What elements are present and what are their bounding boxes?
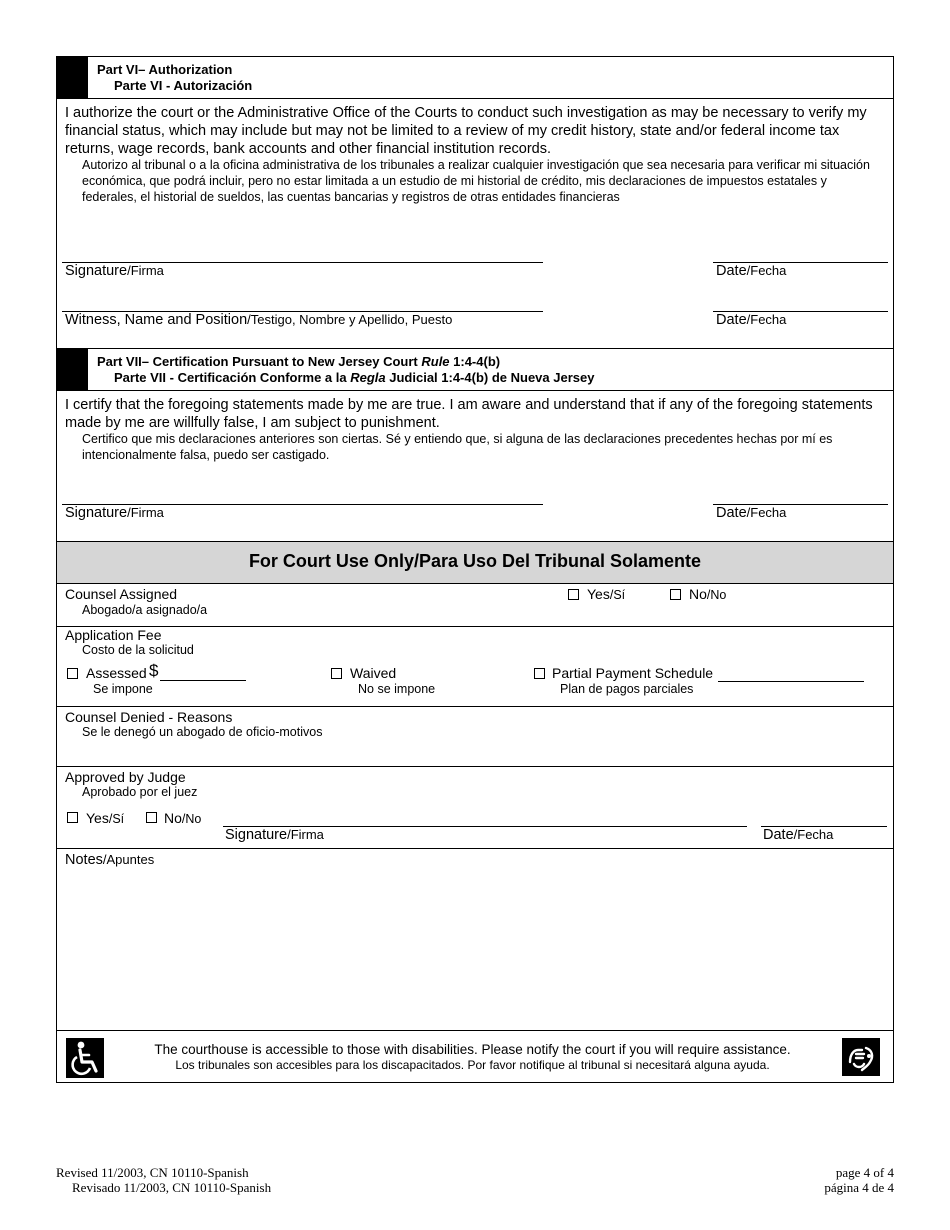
divider xyxy=(56,98,894,99)
counsel-assigned-yes-label: Yes/Sí xyxy=(587,586,626,602)
part6-text-en: I authorize the court or the Administrative Office of the Courts to conduct such investigation as may be necessary to verify my financial status, which may include but may not be limited to a review of my credit history, state and/or federal income tax returns, wage records, bank accounts and other financial institution records. xyxy=(65,105,867,157)
part6-title-en: Part VI– Authorization xyxy=(97,62,233,77)
divider xyxy=(56,766,894,767)
approved-yes-checkbox[interactable] xyxy=(67,812,78,823)
footer-page-en: page 4 of 4 xyxy=(835,1165,894,1180)
approved-label: Approved by Judge xyxy=(65,769,186,785)
judge-signature-label: Signature/Firma xyxy=(225,827,324,843)
wheelchair-icon xyxy=(66,1038,104,1078)
partial-payment-line[interactable] xyxy=(718,681,864,682)
counsel-assigned-label-es: Abogado/a asignado/a xyxy=(82,603,208,617)
counsel-assigned-label: Counsel Assigned xyxy=(65,586,178,602)
part7-signature-label: Signature/Firma xyxy=(65,505,164,521)
application-fee-label-es: Costo de la solicitud xyxy=(82,643,194,657)
divider xyxy=(56,706,894,707)
part7-date-label: Date/Fecha xyxy=(716,505,787,521)
judge-date-label: Date/Fecha xyxy=(763,827,834,843)
waived-checkbox[interactable] xyxy=(331,668,342,679)
footer-revised-en: Revised 11/2003, CN 10110-Spanish xyxy=(56,1165,249,1180)
part7-title-es: Parte VII - Certificación Conforme a la Regla Judicial 1:4-4(b) de Nueva Jersey xyxy=(114,370,595,385)
court-use-title: For Court Use Only/Para Uso Del Tribunal Solamente xyxy=(248,551,702,571)
assessed-amount-line[interactable] xyxy=(160,680,246,681)
notes-area[interactable] xyxy=(60,872,890,1027)
divider xyxy=(56,348,894,349)
part6-text-es: Autorizo al tribunal o a la oficina administrativa de los tribunales a realizar cualquier investigación que sea necesaria para verificar mi situación económica, que podrá incluir, pero no estar limitada a un estudio de mi historial de crédito, mis declaraciones de impuestos estatales y federales, el historial de sueldos, las cuentas bancarias y registros de otras entidades financieras xyxy=(82,158,870,204)
accessibility-text-en: The courthouse is accessible to those with disabilities. Please notify the court if you will require assistance. xyxy=(154,1042,791,1057)
counsel-assigned-no-checkbox[interactable] xyxy=(670,589,681,600)
part6-date-label: Date/Fecha xyxy=(716,263,787,279)
counsel-denied-label: Counsel Denied - Reasons xyxy=(65,709,233,725)
part7-title xyxy=(97,354,594,386)
approved-yes-label: Yes/Sí xyxy=(86,810,125,826)
assessed-label-es: Se impone xyxy=(93,682,153,696)
divider xyxy=(56,390,894,391)
part7-text-es: Certifico que mis declaraciones anteriores son ciertas. Sé y entiendo que, si alguna de las declaraciones precedentes hechas por mí es intencionalmente falsa, puedo ser castigado. xyxy=(82,432,833,462)
waived-label-es: No se impone xyxy=(358,682,436,696)
counsel-assigned-no-label: No/No xyxy=(689,586,727,602)
divider xyxy=(56,626,894,627)
approved-no-checkbox[interactable] xyxy=(146,812,157,823)
application-fee-label: Application Fee xyxy=(65,627,162,643)
assessed-checkbox[interactable] xyxy=(67,668,78,679)
approved-no-label: No/No xyxy=(164,810,202,826)
part7-header-bar xyxy=(57,349,88,390)
waived-label: Waived xyxy=(350,665,397,681)
partial-payment-label-es: Plan de pagos parciales xyxy=(560,682,694,696)
assessed-label: Assessed xyxy=(86,665,147,681)
part6-title xyxy=(97,62,252,94)
approved-label-es: Aprobado por el juez xyxy=(82,785,198,799)
part6-signature-label: Signature/Firma xyxy=(65,263,164,279)
footer-revised-es: Revisado 11/2003, CN 10110-Spanish xyxy=(72,1180,272,1195)
divider xyxy=(56,848,894,849)
footer-page-es: página 4 de 4 xyxy=(824,1180,894,1195)
counsel-denied-label-es: Se le denegó un abogado de oficio-motivos xyxy=(82,725,323,739)
divider xyxy=(56,1030,894,1031)
sign-language-icon xyxy=(842,1038,880,1076)
part7-title-en: Part VII– Certification Pursuant to New Jersey Court Rule 1:4-4(b) xyxy=(97,354,501,369)
part7-text-en: I certify that the foregoing statements made by me are true. I am aware and understand that if any of the foregoing statements made by me are willfully false, I am subject to punishment. xyxy=(65,397,873,431)
counsel-assigned-yes-checkbox[interactable] xyxy=(568,589,579,600)
notes-label: Notes/Apuntes xyxy=(65,852,155,868)
accessibility-text-es: Los tribunales son accesibles para los discapacitados. Por favor notifique al tribunal si necesitará alguna ayuda. xyxy=(175,1058,770,1072)
footer-page xyxy=(824,1165,894,1195)
dollar-sign: $ xyxy=(149,661,159,680)
partial-payment-label: Partial Payment Schedule xyxy=(552,665,714,681)
footer-revised xyxy=(56,1165,271,1195)
part6-title-es: Parte VI - Autorización xyxy=(114,78,253,93)
witness-label: Witness, Name and Position/Testigo, Nombre y Apellido, Puesto xyxy=(65,312,453,328)
divider xyxy=(56,583,894,584)
partial-payment-checkbox[interactable] xyxy=(534,668,545,679)
witness-date-label: Date/Fecha xyxy=(716,312,787,328)
part6-header-bar xyxy=(57,57,88,98)
